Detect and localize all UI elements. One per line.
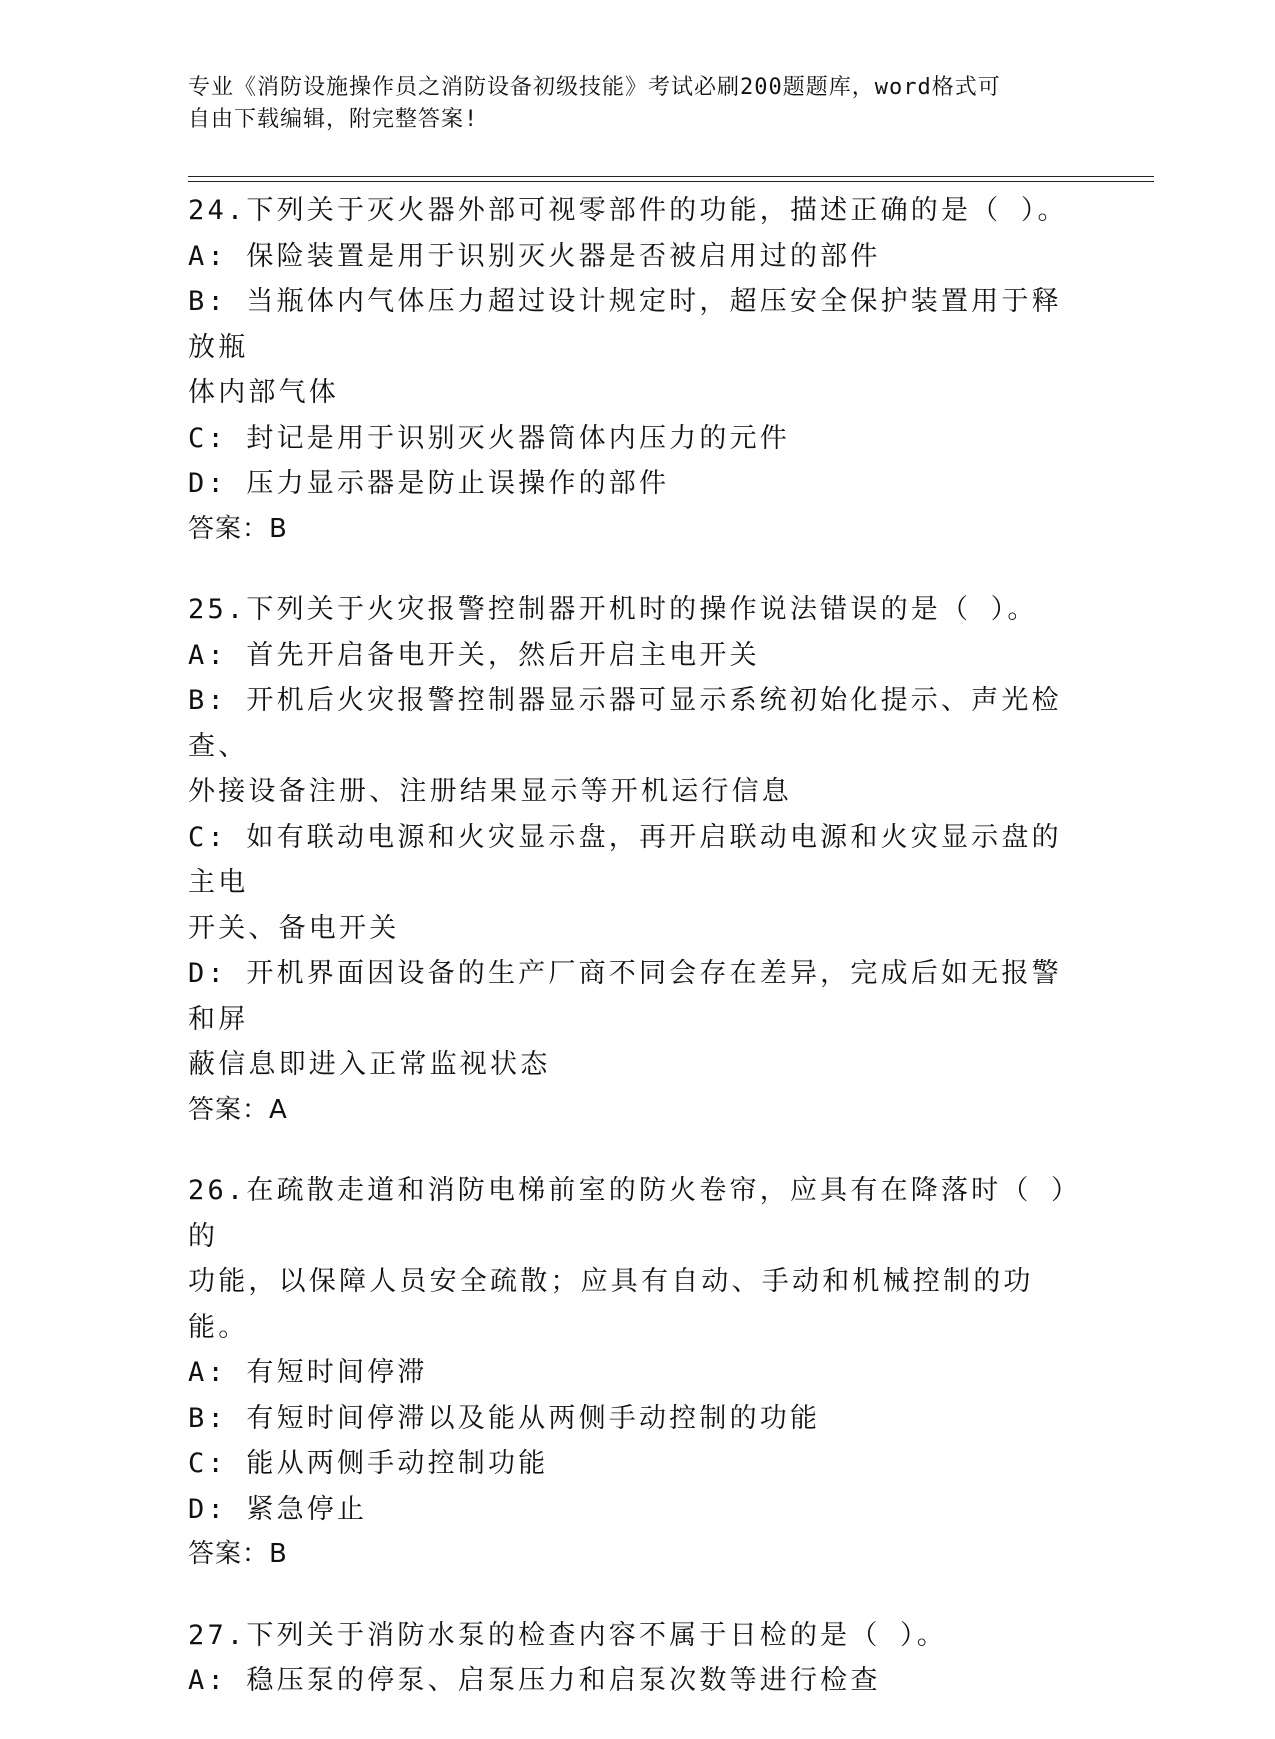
- answer-line: [188, 507, 1088, 553]
- answer-label: 答案：: [188, 513, 270, 544]
- question-26: [188, 1168, 1088, 1578]
- option-b: B: 当瓶体内气体压力超过设计规定时，超压安全保护装置用于释放瓶: [188, 286, 1062, 363]
- answer-value: B: [269, 1539, 288, 1569]
- option-a: A: 保险装置是用于识别灭火器是否被启用过的部件: [188, 240, 881, 272]
- question-25: [188, 587, 1088, 1133]
- option-d: D: 开机界面因设备的生产厂商不同会存在差异，完成后如无报警和屏: [188, 958, 1062, 1035]
- option-c: C: 能从两侧手动控制功能: [188, 1448, 549, 1479]
- option-d: D: 紧急停止: [188, 1493, 368, 1525]
- option-a: A: 有短时间停滞: [188, 1357, 428, 1388]
- header-line-1: 专业《消防设施操作员之消防设备初级技能》考试必刷200题题库，word格式可: [188, 75, 1001, 100]
- option-c-continued: 开关、备电开关: [188, 912, 400, 944]
- option-d: D: 压力显示器是防止误操作的部件: [188, 468, 670, 499]
- option-a: A: 稳压泵的停泵、启泵压力和启泵次数等进行检查: [188, 1665, 881, 1696]
- answer-line: [188, 1088, 1088, 1134]
- question-stem: 24.下列关于灭火器外部可视零部件的功能，描述正确的是（ ）。: [188, 195, 1068, 226]
- answer-label: 答案：: [188, 1539, 270, 1569]
- question-stem: 26.在疏散走道和消防电梯前室的防火卷帘，应具有在降落时（ ）的: [188, 1175, 1082, 1252]
- question-stem-continued: 功能，以保障人员安全疏散；应具有自动、手动和机械控制的功能。: [188, 1266, 1034, 1343]
- answer-label: 答案：: [188, 1094, 270, 1125]
- answer-value: B: [269, 513, 288, 544]
- question-stem: 27.下列关于消防水泵的检查内容不属于日检的是（ ）。: [188, 1619, 947, 1651]
- question-24: [188, 188, 1088, 552]
- option-b: B: 有短时间停滞以及能从两侧手动控制的功能: [188, 1402, 821, 1434]
- option-c: C: 封记是用于识别灭火器筒体内压力的元件: [188, 422, 790, 454]
- option-b-continued: 外接设备注册、注册结果显示等开机运行信息: [188, 776, 792, 807]
- header-divider-bottom: [188, 181, 1154, 182]
- option-d-continued: 蔽信息即进入正常监视状态: [188, 1049, 551, 1080]
- option-b: B: 开机后火灾报警控制器显示器可显示系统初始化提示、声光检查、: [188, 685, 1062, 762]
- option-c: C: 如有联动电源和火灾显示盘，再开启联动电源和火灾显示盘的主电: [188, 821, 1062, 898]
- question-list: [188, 188, 1088, 1739]
- answer-line: [188, 1532, 1088, 1578]
- header-line-2: 自由下载编辑，附完整答案!: [188, 107, 479, 132]
- header-divider-top: [188, 176, 1154, 177]
- question-27: [188, 1613, 1088, 1704]
- answer-value: A: [269, 1094, 288, 1125]
- document-header: [188, 72, 1068, 136]
- option-a: A: 首先开启备电开关，然后开启主电开关: [188, 639, 760, 671]
- question-stem: 25.下列关于火灾报警控制器开机时的操作说法错误的是（ ）。: [188, 594, 1038, 625]
- option-b-continued: 体内部气体: [188, 377, 339, 408]
